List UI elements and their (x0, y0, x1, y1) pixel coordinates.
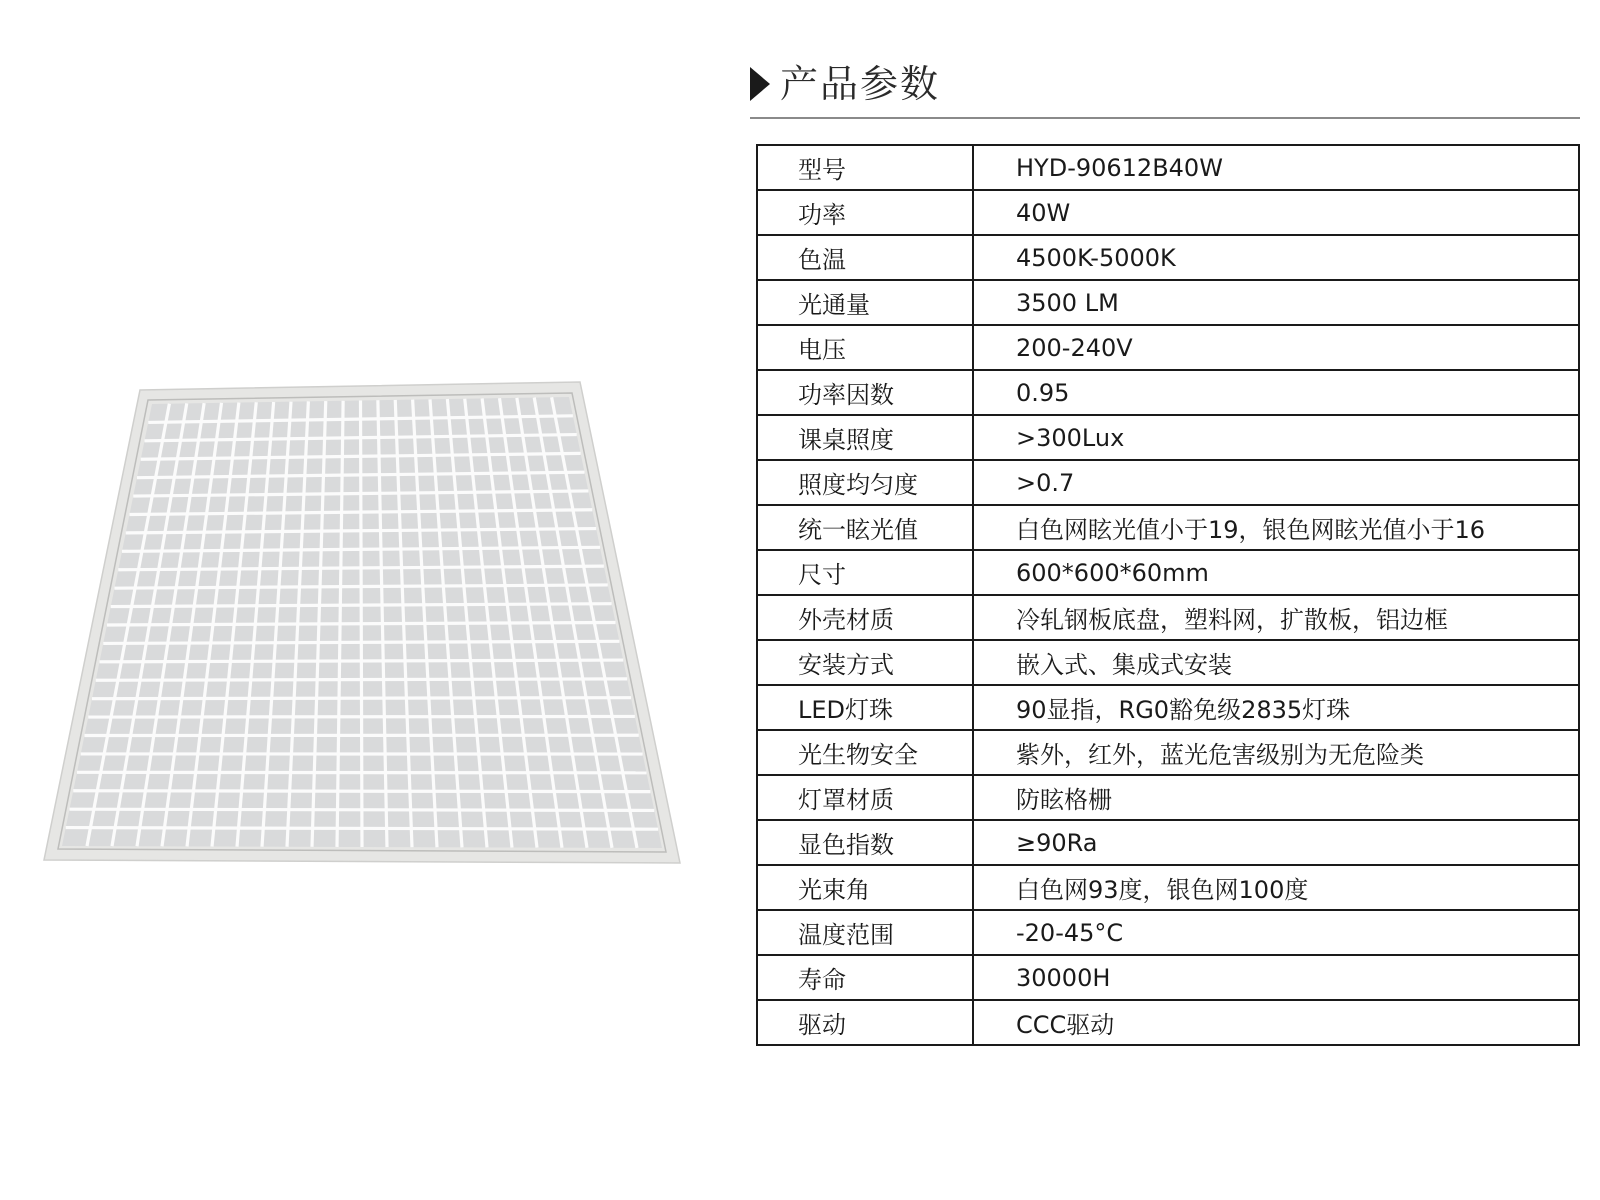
spec-value: 40W (973, 190, 1579, 235)
spec-value: >0.7 (973, 460, 1579, 505)
spec-row (757, 415, 1579, 460)
spec-label: 照度均匀度 (757, 460, 973, 505)
grid-line-horizontal (92, 698, 631, 699)
spec-row (757, 325, 1579, 370)
grid-line-horizontal (70, 809, 655, 810)
spec-row (757, 730, 1579, 775)
spec-label: LED灯珠 (757, 685, 973, 730)
spec-row (757, 640, 1579, 685)
grid-line-vertical (361, 401, 363, 848)
spec-row (757, 910, 1579, 955)
spec-value: 防眩格栅 (973, 775, 1579, 820)
grid-line-horizontal (66, 828, 658, 830)
spec-label: 课桌照度 (757, 415, 973, 460)
spec-row (757, 955, 1579, 1000)
spec-value: 冷轧钢板底盘，塑料网，扩散板，铝边框 (973, 595, 1579, 640)
product-photo (40, 380, 700, 900)
spec-value: 600*600*60mm (973, 550, 1579, 595)
section-header (750, 55, 1580, 125)
spec-label: 光通量 (757, 280, 973, 325)
spec-value: -20-45°C (973, 910, 1579, 955)
spec-row (757, 505, 1579, 550)
grid-line-horizontal (73, 791, 650, 792)
spec-label: 温度范围 (757, 910, 973, 955)
grid-line-horizontal (100, 660, 624, 662)
spec-label: 光生物安全 (757, 730, 973, 775)
spec-table (756, 144, 1580, 1046)
triangle-right-icon (750, 67, 770, 101)
spec-value: 嵌入式、集成式安装 (973, 640, 1579, 685)
spec-row (757, 1000, 1579, 1045)
spec-label: 功率 (757, 190, 973, 235)
spec-row (757, 235, 1579, 280)
grid-line-horizontal (88, 716, 635, 717)
spec-row (757, 595, 1579, 640)
grid-line-horizontal (103, 641, 619, 643)
spec-row (757, 820, 1579, 865)
spec-value: 90显指，RG0豁免级2835灯珠 (973, 685, 1579, 730)
spec-label: 色温 (757, 235, 973, 280)
spec-label: 功率因数 (757, 370, 973, 415)
spec-label: 外壳材质 (757, 595, 973, 640)
spec-label: 尺寸 (757, 550, 973, 595)
header-divider (750, 117, 1580, 119)
spec-label: 寿命 (757, 955, 973, 1000)
spec-row (757, 190, 1579, 235)
spec-value: 紫外，红外，蓝光危害级别为无危险类 (973, 730, 1579, 775)
spec-label: 光束角 (757, 865, 973, 910)
spec-value: 0.95 (973, 370, 1579, 415)
grid-line-horizontal (96, 679, 627, 680)
spec-value: CCC驱动 (973, 1000, 1579, 1045)
section-title: 产品参数 (780, 62, 941, 106)
spec-row (757, 280, 1579, 325)
spec-row (757, 865, 1579, 910)
spec-label: 安装方式 (757, 640, 973, 685)
spec-label: 统一眩光值 (757, 505, 973, 550)
spec-label: 型号 (757, 145, 973, 190)
spec-value: 3500 LM (973, 280, 1579, 325)
spec-row (757, 550, 1579, 595)
spec-row (757, 775, 1579, 820)
spec-label: 显色指数 (757, 820, 973, 865)
spec-value: 白色网93度，银色网100度 (973, 865, 1579, 910)
spec-value: 白色网眩光值小于19，银色网眩光值小于16 (973, 505, 1579, 550)
spec-row (757, 685, 1579, 730)
spec-value: 200-240V (973, 325, 1579, 370)
spec-label: 灯罩材质 (757, 775, 973, 820)
grid-line-horizontal (77, 772, 647, 773)
spec-value: HYD-90612B40W (973, 145, 1579, 190)
spec-value: 4500K-5000K (973, 235, 1579, 280)
spec-row (757, 460, 1579, 505)
spec-value: ≥90Ra (973, 820, 1579, 865)
spec-row (757, 370, 1579, 415)
spec-label: 驱动 (757, 1000, 973, 1045)
spec-value: >300Lux (973, 415, 1579, 460)
spec-label: 电压 (757, 325, 973, 370)
spec-value: 30000H (973, 955, 1579, 1000)
spec-row (757, 145, 1579, 190)
